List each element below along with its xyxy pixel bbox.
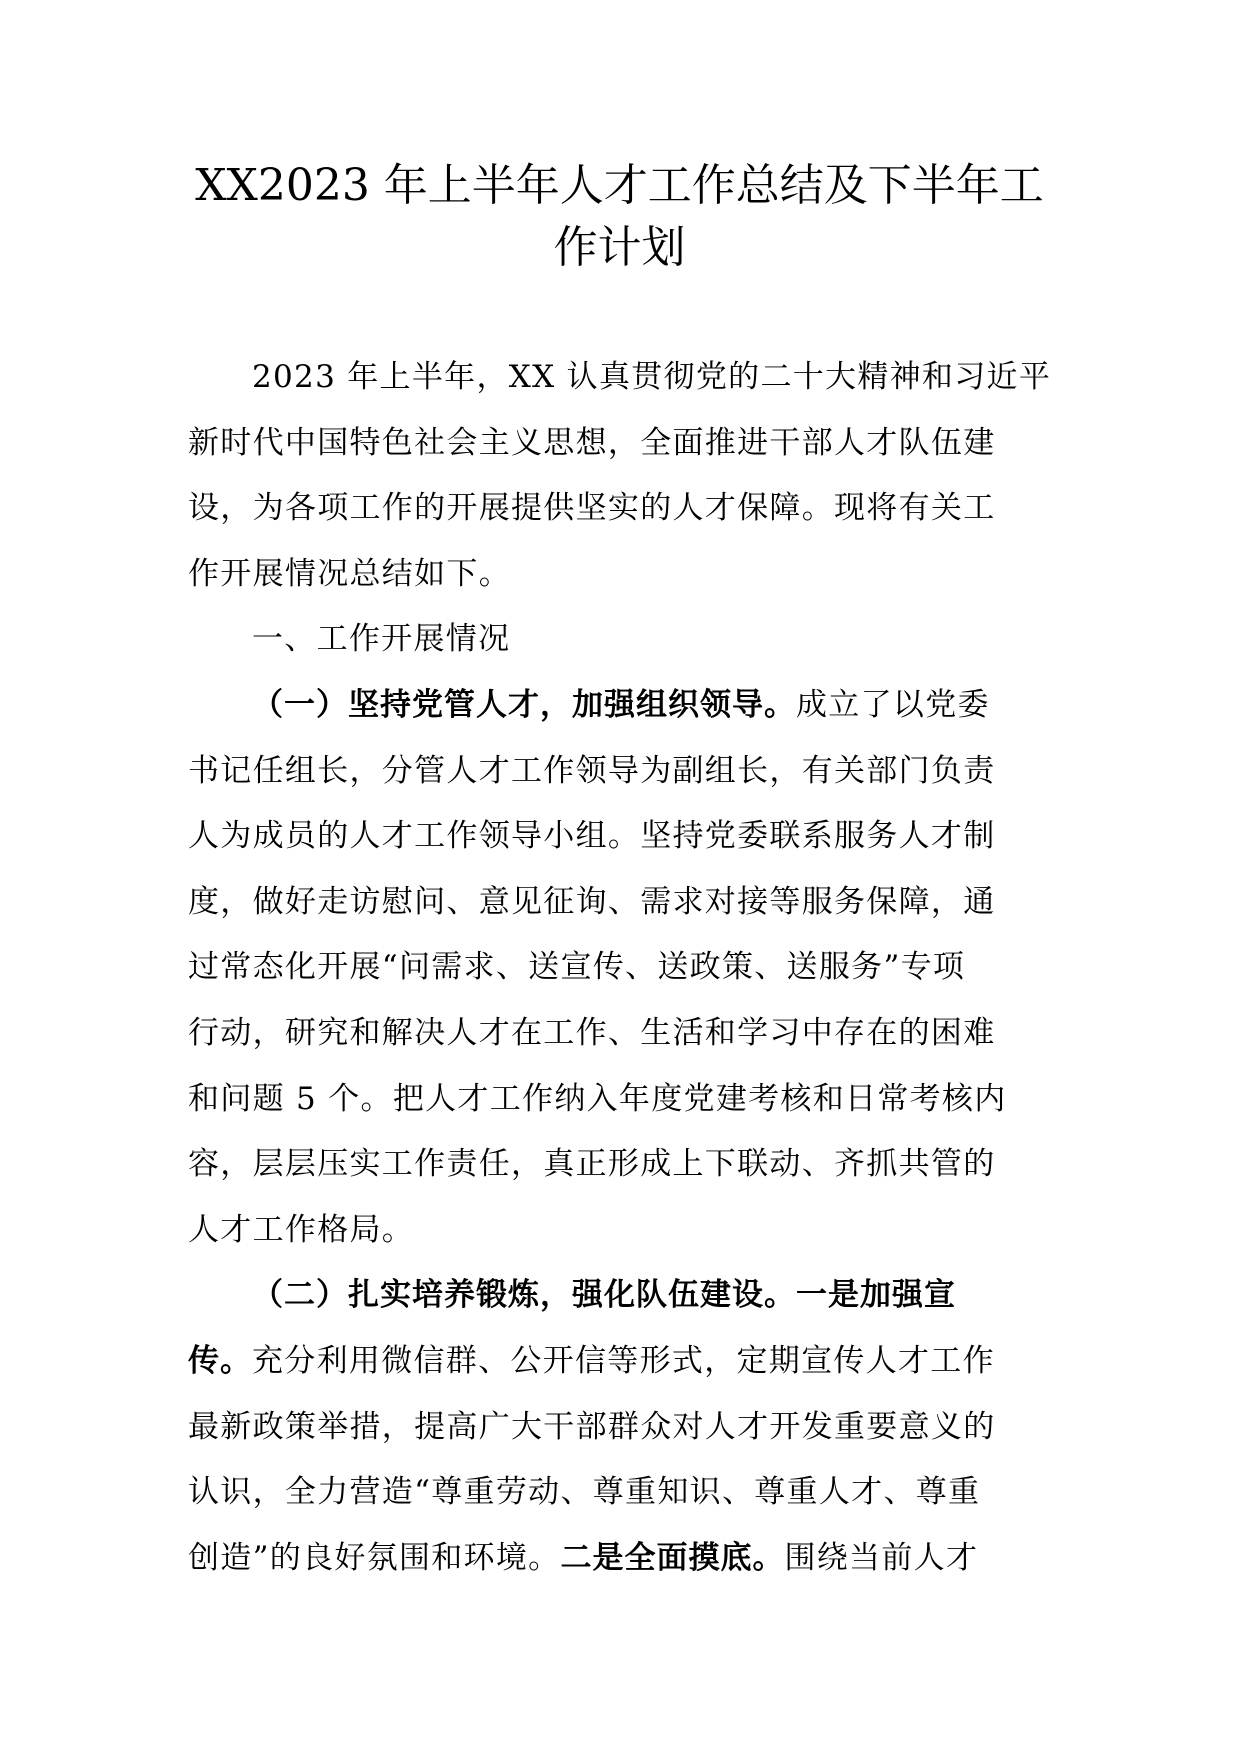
document-page: [188, 0, 1051, 1591]
paragraph-line: 人为成员的人才工作领导小组。坚持党委联系服务人才制: [188, 818, 996, 855]
paragraph-line: 作开展情况总结如下。: [188, 555, 511, 592]
subsection-2-heading: （二）扎实培养锻炼，强化队伍建设。一是加强宣: [252, 1277, 956, 1314]
paragraph-line: 容，层层压实工作责任，真正形成上下联动、齐抓共管的: [188, 1146, 996, 1183]
paragraph-line: [188, 673, 1051, 739]
paragraph-text: 成立了以党委: [796, 686, 990, 723]
paragraph-line: 设，为各项工作的开展提供坚实的人才保障。现将有关工: [188, 490, 996, 527]
paragraph-text: 围绕当前人才: [784, 1539, 979, 1576]
paragraph-text: 创造”的良好氛围和环境。: [188, 1539, 561, 1576]
paragraph-line: 2023 年上半年，XX 认真贯彻党的二十大精神和习近平: [252, 359, 1052, 395]
paragraph-line: 过常态化开展“问需求、送宣传、送政策、送服务”专项: [188, 949, 966, 986]
paragraph-text: 充分利用微信群、公开信等形式，定期宣传人才工作: [252, 1342, 995, 1379]
subsection-1-heading: （一）坚持党管人才，加强组织领导。: [252, 686, 796, 723]
document-body: [188, 345, 1051, 1591]
title-line-2: 作计划: [553, 222, 686, 273]
title-line-1: XX2023 年上半年人才工作总结及下半年工: [195, 160, 1044, 211]
paragraph-line: [188, 1329, 1051, 1395]
subsection-2: [188, 1263, 1051, 1591]
section-heading: 一、工作开展情况: [252, 621, 511, 658]
intro-paragraph: [188, 345, 1051, 607]
paragraph-line: 行动，研究和解决人才在工作、生活和学习中存在的困难: [188, 1014, 996, 1051]
paragraph-line: 最新政策举措，提高广大干部群众对人才开发重要意义的: [188, 1408, 996, 1445]
paragraph-line: [188, 1526, 1051, 1592]
subsection-1: [188, 673, 1051, 1263]
paragraph-line: 和问题 5 个。把人才工作纳入年度党建考核和日常考核内: [188, 1080, 1007, 1117]
document-title: [188, 155, 1051, 279]
paragraph-line: 书记任组长，分管人才工作领导为副组长，有关部门负责: [188, 752, 996, 789]
bold-text: 传。: [188, 1342, 252, 1379]
paragraph-line: 人才工作格局。: [188, 1211, 415, 1248]
paragraph-line: 度，做好走访慰问、意见征询、需求对接等服务保障，通: [188, 883, 996, 920]
paragraph-line: 新时代中国特色社会主义思想，全面推进干部人才队伍建: [188, 424, 996, 461]
paragraph-line: 认识，全力营造“尊重劳动、尊重知识、尊重人才、尊重: [188, 1474, 981, 1511]
bold-text: 二是全面摸底。: [560, 1539, 785, 1576]
